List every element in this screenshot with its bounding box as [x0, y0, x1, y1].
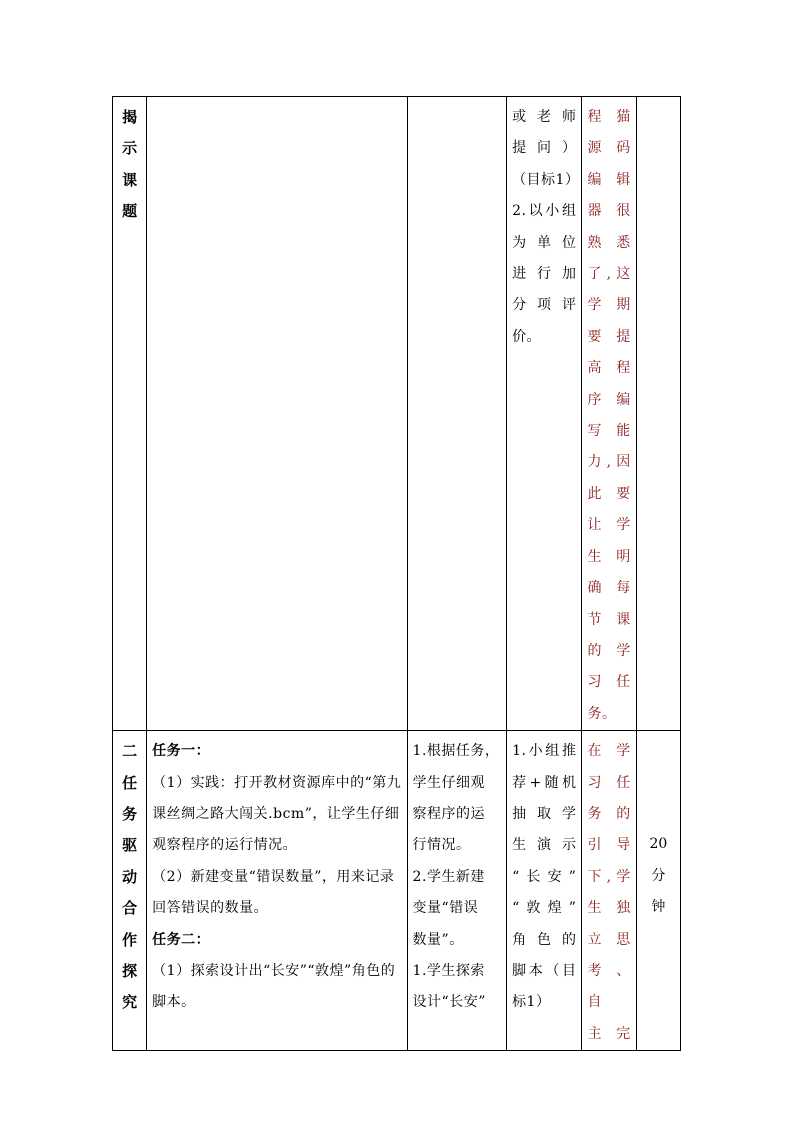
- evaluation-cell: [507, 731, 582, 1051]
- teacher-activity-cell: [147, 731, 407, 1051]
- table-row-reveal-topic: [113, 97, 681, 731]
- teacher-activity-text: [147, 731, 406, 1019]
- time-text: 20 分 钟: [649, 836, 668, 915]
- student-activity-cell: [407, 97, 507, 731]
- design-intent-cell: [582, 97, 636, 731]
- task1-title: 任务一：: [152, 743, 211, 760]
- stage-cell: [113, 731, 147, 1051]
- design-intent-text: 在学 习任 务的 引导 下,学 生独 立思 考、自 主完: [587, 743, 631, 1042]
- evaluation-text: 1.小组推 荐+随机 抽取学 生演示 “长安” “敦煌” 角色的 脚本（目 标1）: [512, 743, 577, 1011]
- student-activity-text: 1.根据任务， 学生仔细观 察程序的运 行情况。 2.学生新建 变量“错误 数量”。 1.学生探索 设计“长安”: [412, 743, 500, 1011]
- time-cell: [636, 731, 680, 1051]
- evaluation-text: 或老师 提问） （目标1） 2.以小组 为单位 进行加 分项评 价。: [512, 109, 580, 345]
- task1-paragraph-2: （2）新建变量“错误数量”，用来记录回答错误的数量。: [152, 868, 395, 917]
- task2-title: 任务二：: [152, 931, 211, 948]
- evaluation-cell: [507, 97, 582, 731]
- stage-cell: [113, 97, 147, 731]
- design-intent-cell: [582, 731, 636, 1051]
- stage-label: 揭 示 课 题: [122, 108, 138, 221]
- lesson-plan-table: [112, 96, 681, 1051]
- task2-paragraph-1: （1）探索设计出“长安”“敦煌”角色的脚本。: [152, 962, 396, 1011]
- task1-paragraph-1: （1）实践：打开教材资源库中的“第九课丝绸之路大闯关.bcm”，让学生仔细观察程序的运行情况。: [152, 774, 402, 854]
- time-cell: [636, 97, 680, 731]
- stage-label: 二 任 务 驱 动 合 作 探 究: [122, 742, 138, 1012]
- design-intent-text: 程猫 源码 编辑 器很 熟悉 了,这 学期 要提 高程 序编 写能 力,因 此要 让学 生明 确每 节课 的学 习任 务。: [587, 109, 631, 722]
- table-row-task-driven: [113, 731, 681, 1051]
- student-activity-cell: [407, 731, 507, 1051]
- teacher-activity-cell: [147, 97, 407, 731]
